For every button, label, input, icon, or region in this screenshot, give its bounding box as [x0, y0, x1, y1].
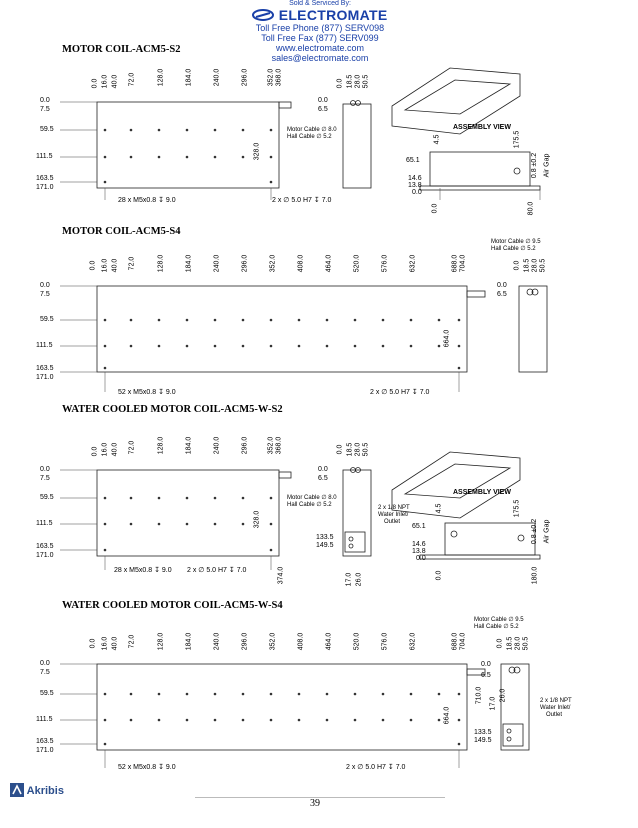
dim-label: 0.0: [416, 555, 426, 562]
dim-label: 184.0: [185, 436, 193, 455]
dim-label: 16.0: [101, 636, 109, 651]
dim-label: 171.0: [36, 184, 54, 191]
dim-label: 28.0: [531, 258, 539, 273]
dim-label: 171.0: [36, 747, 54, 754]
dim-label: 0.0: [40, 97, 50, 104]
dim-label: 80.0: [527, 201, 535, 216]
footer-rule: [195, 797, 445, 798]
dim-label: 40.0: [111, 442, 119, 457]
dim-label: 0.0: [318, 466, 328, 473]
dim-label: 0.0: [481, 661, 491, 668]
dim-label: 408.0: [297, 254, 305, 273]
dim-label: 13.8: [408, 182, 422, 189]
dim-label: 17.0: [489, 696, 497, 711]
dim-label: 464.0: [325, 254, 333, 273]
dim-label: 6.5: [318, 475, 328, 482]
dim-label: 40.0: [111, 636, 119, 651]
fax-line: Toll Free Fax (877) SERV099: [261, 33, 379, 43]
dim-label: 520.0: [353, 632, 361, 651]
dim-label: 16.0: [101, 258, 109, 273]
dim-label: 72.0: [128, 72, 136, 87]
dim-label: 111.5: [36, 520, 53, 527]
dim-label: 0.0: [89, 638, 97, 649]
dim-label: 0.0: [336, 78, 344, 89]
dim-label: 704.0: [459, 254, 467, 273]
dim-label: 111.5: [36, 153, 53, 160]
dim-label: 40.0: [111, 258, 119, 273]
dim-label: 352.0: [267, 68, 275, 87]
dim-label: 133.5: [474, 729, 492, 736]
air-gap-label: 0.8 ±0.2: [531, 518, 539, 545]
dim-label: 7.5: [40, 669, 50, 676]
dim-label: 128.0: [157, 254, 165, 273]
dim-label: 0.0: [91, 78, 99, 89]
dim-label: 0.0: [40, 282, 50, 289]
hall-cable-label: Hall Cable ∅ 5.2: [287, 502, 332, 508]
hole-callout: 52 x M5x0.8 ↧ 9.0: [118, 764, 176, 771]
pin-callout: 2 x ∅ 5.0 H7 ↧ 7.0: [187, 567, 247, 574]
dim-label: 0.0: [496, 638, 504, 649]
dim-label: 175.5: [513, 130, 521, 149]
dim-label: 18.5: [506, 636, 514, 651]
dim-label: 175.5: [513, 499, 521, 518]
water-inlet-label: Outlet: [384, 519, 401, 525]
dim-label: 328.0: [253, 510, 261, 529]
dim-label: 16.0: [101, 442, 109, 457]
dim-label: 7.5: [40, 475, 50, 482]
dim-label: 0.0: [431, 203, 439, 214]
akribis-logo-icon: [10, 783, 24, 797]
dim-label: 4.5: [433, 134, 441, 145]
dim-label: 28.0: [514, 636, 522, 651]
dim-label: 240.0: [213, 68, 221, 87]
dim-label: 28.0: [354, 74, 362, 89]
pin-callout: 2 x ∅ 5.0 H7 ↧ 7.0: [370, 389, 430, 396]
dim-label: 171.0: [36, 374, 54, 381]
dim-label: 6.5: [318, 106, 328, 113]
dim-label: 296.0: [241, 68, 249, 87]
dim-label: 26.0: [355, 572, 363, 587]
dim-label: 632.0: [409, 632, 417, 651]
dim-label: 171.0: [36, 552, 54, 559]
dim-label: 184.0: [185, 632, 193, 651]
dim-label: 0.0: [89, 260, 97, 271]
dim-label: 688.0: [451, 632, 459, 651]
dim-label: 352.0: [269, 254, 277, 273]
dim-label: 65.1: [412, 523, 426, 530]
dim-label: 133.5: [316, 534, 334, 541]
water-inlet-label: Water Inlet/: [540, 705, 571, 711]
dim-label: 40.0: [111, 74, 119, 89]
dim-label: 18.5: [346, 74, 354, 89]
dim-label: 26.0: [499, 688, 507, 703]
dim-label: 0.0: [412, 189, 422, 196]
dim-label: 0.0: [435, 570, 443, 581]
email-link[interactable]: sales@electromate.com: [271, 53, 369, 63]
dim-label: 4.5: [435, 503, 443, 514]
dim-label: 18.5: [346, 442, 354, 457]
water-inlet-label: 2 x 1/8 NPT: [540, 698, 572, 704]
dim-label: 520.0: [353, 254, 361, 273]
dim-label: 65.1: [406, 157, 420, 164]
air-gap-label: 0.8 ±0.2: [531, 152, 539, 179]
dim-label: 184.0: [185, 254, 193, 273]
section-title-ws4: WATER COOLED MOTOR COIL-ACM5-W-S4: [62, 600, 283, 611]
air-gap-label: Air Gap: [543, 153, 551, 178]
hole-callout: 28 x M5x0.8 ↧ 9.0: [118, 197, 176, 204]
dim-label: 59.5: [40, 494, 54, 501]
pin-callout: 2 x ∅ 5.0 H7 ↧ 7.0: [346, 764, 406, 771]
dim-label: 128.0: [157, 436, 165, 455]
phone-line: Toll Free Phone (877) SERV098: [255, 23, 385, 33]
dim-label: 664.0: [443, 706, 451, 725]
hall-cable-label: Hall Cable ∅ 5.2: [474, 624, 519, 630]
dim-label: 6.5: [481, 672, 491, 679]
motor-cable-label: Motor Cable ∅ 8.0: [287, 495, 337, 501]
dim-label: 111.5: [36, 342, 53, 349]
dim-label: 704.0: [459, 632, 467, 651]
air-gap-label: Air Gap: [543, 519, 551, 544]
dim-label: 374.0: [277, 566, 285, 585]
assembly-view-title: ASSEMBLY VIEW: [453, 124, 511, 131]
dim-label: 7.5: [40, 291, 50, 298]
section-title-s4: MOTOR COIL-ACM5-S4: [62, 226, 181, 237]
dim-label: 50.5: [539, 258, 547, 273]
dim-label: 0.0: [318, 97, 328, 104]
akribis-logo: Akribis: [10, 783, 64, 797]
dim-label: 14.6: [408, 175, 422, 182]
page-number: 39: [310, 798, 320, 809]
dim-label: 163.5: [36, 543, 54, 550]
dim-label: 149.5: [316, 542, 334, 549]
sold-by-label: Sold & Serviced By:: [289, 0, 351, 7]
section-title-ws2: WATER COOLED MOTOR COIL-ACM5-W-S2: [62, 404, 283, 415]
dim-label: 464.0: [325, 632, 333, 651]
dim-label: 128.0: [157, 68, 165, 87]
hole-callout: 28 x M5x0.8 ↧ 9.0: [114, 567, 172, 574]
web-link[interactable]: www.electromate.com: [275, 43, 365, 53]
brand-name: ELECTROMATE: [230, 7, 410, 23]
dim-label: 296.0: [241, 632, 249, 651]
dim-label: 0.0: [40, 466, 50, 473]
dim-label: 0.0: [497, 282, 507, 289]
dim-label: 0.0: [513, 260, 521, 271]
dim-label: 632.0: [409, 254, 417, 273]
dim-label: 28.0: [354, 442, 362, 457]
dim-label: 408.0: [297, 632, 305, 651]
dim-label: 18.5: [523, 258, 531, 273]
dim-label: 0.0: [336, 444, 344, 455]
dim-label: 352.0: [269, 632, 277, 651]
dim-label: 576.0: [381, 632, 389, 651]
section-title-s2: MOTOR COIL-ACM5-S2: [62, 44, 181, 55]
dim-label: 352.0: [267, 436, 275, 455]
dim-label: 240.0: [213, 632, 221, 651]
dim-label: 688.0: [451, 254, 459, 273]
dim-label: 7.5: [40, 106, 50, 113]
water-inlet-label: Water Inlet/: [378, 512, 409, 518]
water-inlet-label: Outlet: [546, 712, 563, 718]
dim-label: 180.0: [531, 566, 539, 585]
motor-cable-label: Motor Cable ∅ 9.5: [491, 239, 541, 245]
dim-label: 296.0: [241, 436, 249, 455]
dim-label: 149.5: [474, 737, 492, 744]
dim-label: 16.0: [101, 74, 109, 89]
dim-label: 59.5: [40, 690, 54, 697]
dim-label: 664.0: [443, 329, 451, 348]
pin-callout: 2 x ∅ 5.0 H7 ↧ 7.0: [272, 197, 332, 204]
dim-label: 0.0: [91, 446, 99, 457]
dim-label: 128.0: [157, 632, 165, 651]
hall-cable-label: Hall Cable ∅ 5.2: [491, 246, 536, 252]
assembly-view-title: ASSEMBLY VIEW: [453, 489, 511, 496]
dim-label: 111.5: [36, 716, 53, 723]
dim-label: 296.0: [241, 254, 249, 273]
dim-label: 72.0: [128, 440, 136, 455]
motor-cable-label: Motor Cable ∅ 9.5: [474, 617, 524, 623]
dim-label: 163.5: [36, 365, 54, 372]
dim-label: 14.6: [412, 541, 426, 548]
dim-label: 6.5: [497, 291, 507, 298]
dim-label: 72.0: [128, 634, 136, 649]
dim-label: 328.0: [253, 142, 261, 161]
dim-label: 59.5: [40, 316, 54, 323]
motor-cable-label: Motor Cable ∅ 8.0: [287, 127, 337, 133]
dim-label: 163.5: [36, 175, 54, 182]
dim-label: 184.0: [185, 68, 193, 87]
dim-label: 17.0: [345, 572, 353, 587]
water-inlet-label: 2 x 1/8 NPT: [378, 505, 410, 511]
hole-callout: 52 x M5x0.8 ↧ 9.0: [118, 389, 176, 396]
dim-label: 50.5: [522, 636, 530, 651]
dim-label: 163.5: [36, 738, 54, 745]
dim-label: 59.5: [40, 126, 54, 133]
hall-cable-label: Hall Cable ∅ 5.2: [287, 134, 332, 140]
dim-label: 13.8: [412, 548, 426, 555]
dim-label: 50.5: [362, 74, 370, 89]
dim-label: 0.0: [40, 660, 50, 667]
dim-label: 240.0: [213, 436, 221, 455]
dim-label: 72.0: [128, 256, 136, 271]
dim-label: 240.0: [213, 254, 221, 273]
dim-label: 50.5: [362, 442, 370, 457]
dim-label: 710.0: [475, 686, 483, 705]
dim-label: 368.0: [275, 436, 283, 455]
dim-label: 368.0: [275, 68, 283, 87]
dim-label: 576.0: [381, 254, 389, 273]
